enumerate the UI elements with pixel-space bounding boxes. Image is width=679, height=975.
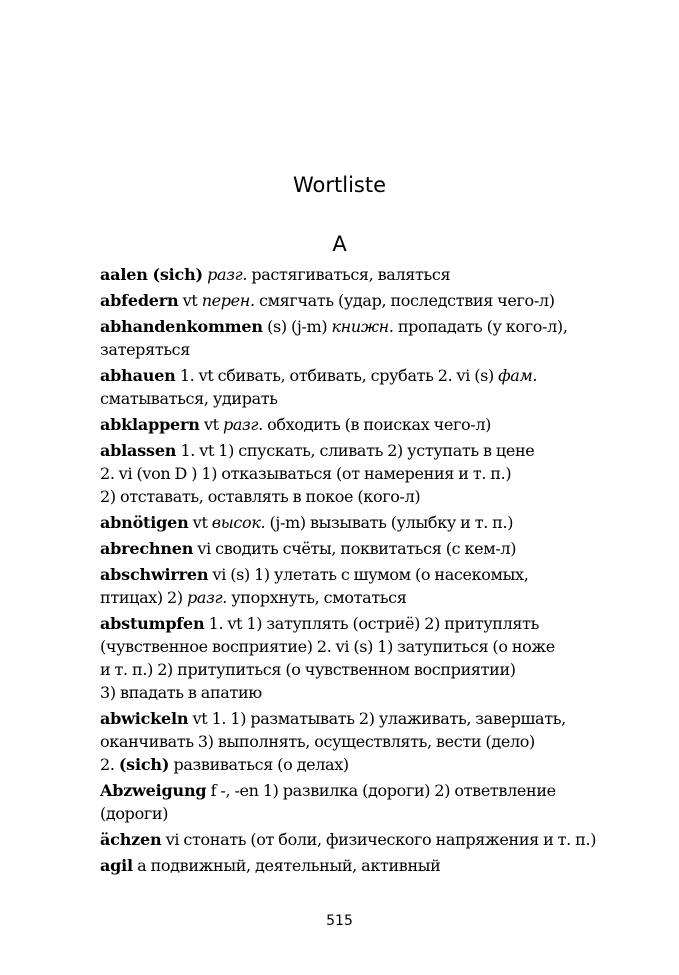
entry-line xyxy=(100,802,590,825)
page-title: Wortliste xyxy=(292,173,386,197)
entry-line xyxy=(100,263,590,286)
headword: Abzweigung xyxy=(100,781,207,800)
usage-label: фам. xyxy=(498,366,538,385)
entry-line xyxy=(100,511,590,534)
definition-text: vt xyxy=(178,291,202,310)
entry-line xyxy=(100,828,597,851)
definition-text: 2. xyxy=(100,755,119,774)
headword: aalen (sich) xyxy=(100,265,203,284)
dictionary-entry xyxy=(100,563,590,609)
definition-text: смягчать (удар, последствия чего-л) xyxy=(254,291,555,310)
entry-line xyxy=(100,681,590,704)
definition-text: (j-m) вызывать (улыбку и т. п.) xyxy=(265,513,514,532)
definition-text: пропадать (у кого-л), xyxy=(393,317,568,336)
definition-text: vt xyxy=(199,415,223,434)
dictionary-entry xyxy=(100,315,590,361)
headword: ablassen xyxy=(100,441,177,460)
definition-text: f -, -en 1) развилка (дороги) 2) ответвление xyxy=(206,781,556,800)
headword: abnötigen xyxy=(100,513,189,532)
entry-line xyxy=(100,289,590,312)
entry-line xyxy=(100,439,590,462)
definition-text: развиваться (о делах) xyxy=(169,755,349,774)
entry-line xyxy=(100,586,590,609)
entry-line xyxy=(100,485,590,508)
entry-line xyxy=(100,779,590,802)
definition-text: и т. п.) 2) притупиться (о чувственном восприятии) xyxy=(100,660,516,679)
headword: (sich) xyxy=(118,755,170,774)
dictionary-entry xyxy=(100,707,590,776)
usage-label: книжн. xyxy=(331,317,394,336)
usage-label: разг. xyxy=(187,588,227,607)
entry-line xyxy=(100,730,590,753)
entry-line xyxy=(100,315,590,338)
definition-text: vi (s) 1) улетать с шумом (о насекомых, xyxy=(208,565,529,584)
definition-text: 1. vt 1) спускать, сливать 2) уступать в цене xyxy=(176,441,535,460)
entry-line xyxy=(100,753,590,776)
entry-line xyxy=(100,658,590,681)
definition-text: сматываться, удирать xyxy=(100,389,278,408)
entry-list xyxy=(100,263,597,880)
dictionary-entry xyxy=(100,263,590,286)
headword: abschwirren xyxy=(100,565,209,584)
headword: abklappern xyxy=(100,415,200,434)
entry-line xyxy=(100,462,590,485)
entry-line xyxy=(100,537,590,560)
definition-text: упорхнуть, смотаться xyxy=(226,588,407,607)
headword: abfedern xyxy=(100,291,179,310)
definition-text: оканчивать 3) выполнять, осуществлять, вести (дело) xyxy=(100,732,535,751)
dictionary-entry xyxy=(100,439,590,508)
headword: abhandenkommen xyxy=(100,317,263,336)
dictionary-entry xyxy=(100,854,590,877)
dictionary-entry xyxy=(100,828,597,851)
dictionary-entry xyxy=(100,537,590,560)
definition-text: (s) (j-m) xyxy=(262,317,332,336)
headword: abstumpfen xyxy=(100,614,205,633)
dictionary-entry xyxy=(100,364,590,410)
definition-text: a подвижный, деятельный, активный xyxy=(132,856,441,875)
definition-text: vt xyxy=(188,513,212,532)
headword: abhauen xyxy=(100,366,176,385)
dictionary-entry xyxy=(100,511,590,534)
dictionary-entry xyxy=(100,289,590,312)
page-number: 515 xyxy=(326,913,353,929)
definition-text: 2) отставать, оставлять в покое (кого-л) xyxy=(100,487,421,506)
entry-line xyxy=(100,563,590,586)
entry-line xyxy=(100,612,590,635)
headword: abwickeln xyxy=(100,709,189,728)
entry-line xyxy=(100,707,590,730)
headword: agil xyxy=(100,856,133,875)
headword: ächzen xyxy=(100,830,162,849)
definition-text: птицах) 2) xyxy=(100,588,188,607)
definition-text: 2. vi (von D ) 1) отказываться (от намерения и т. п.) xyxy=(100,464,512,483)
definition-text: (дороги) xyxy=(100,804,169,823)
usage-label: разг. xyxy=(222,415,263,434)
usage-label: высок. xyxy=(211,513,266,532)
entry-line xyxy=(100,854,590,877)
entry-line xyxy=(100,387,590,410)
entry-line xyxy=(100,413,590,436)
definition-text: (чувственное восприятие) 2. vi (s) 1) затупиться (о ноже xyxy=(100,637,555,656)
definition-text: 1. vt сбивать, отбивать, срубать 2. vi (s) xyxy=(175,366,499,385)
usage-label: перен. xyxy=(201,291,255,310)
definition-text: растягиваться, валяться xyxy=(247,265,451,284)
definition-text: обходить (в поисках чего-л) xyxy=(262,415,492,434)
section-letter: A xyxy=(332,232,347,256)
definition-text: 3) впадать в апатию xyxy=(100,683,262,702)
entry-line xyxy=(100,635,590,658)
definition-text: 1. vt 1) затуплять (остриё) 2) притуплять xyxy=(204,614,540,633)
usage-label: разг. xyxy=(207,265,248,284)
dictionary-entry xyxy=(100,413,590,436)
entry-line xyxy=(100,364,590,387)
definition-text: vi стонать (от боли, физического напряжения и т. п.) xyxy=(161,830,597,849)
definition-text: затеряться xyxy=(100,340,191,359)
definition-text: vi сводить счёты, поквитаться (с кем-л) xyxy=(193,539,517,558)
dictionary-entry xyxy=(100,612,590,704)
entry-line xyxy=(100,338,590,361)
headword: abrechnen xyxy=(100,539,194,558)
definition-text: vt 1. 1) разматывать 2) улаживать, завершать, xyxy=(188,709,566,728)
dictionary-entry xyxy=(100,779,590,825)
